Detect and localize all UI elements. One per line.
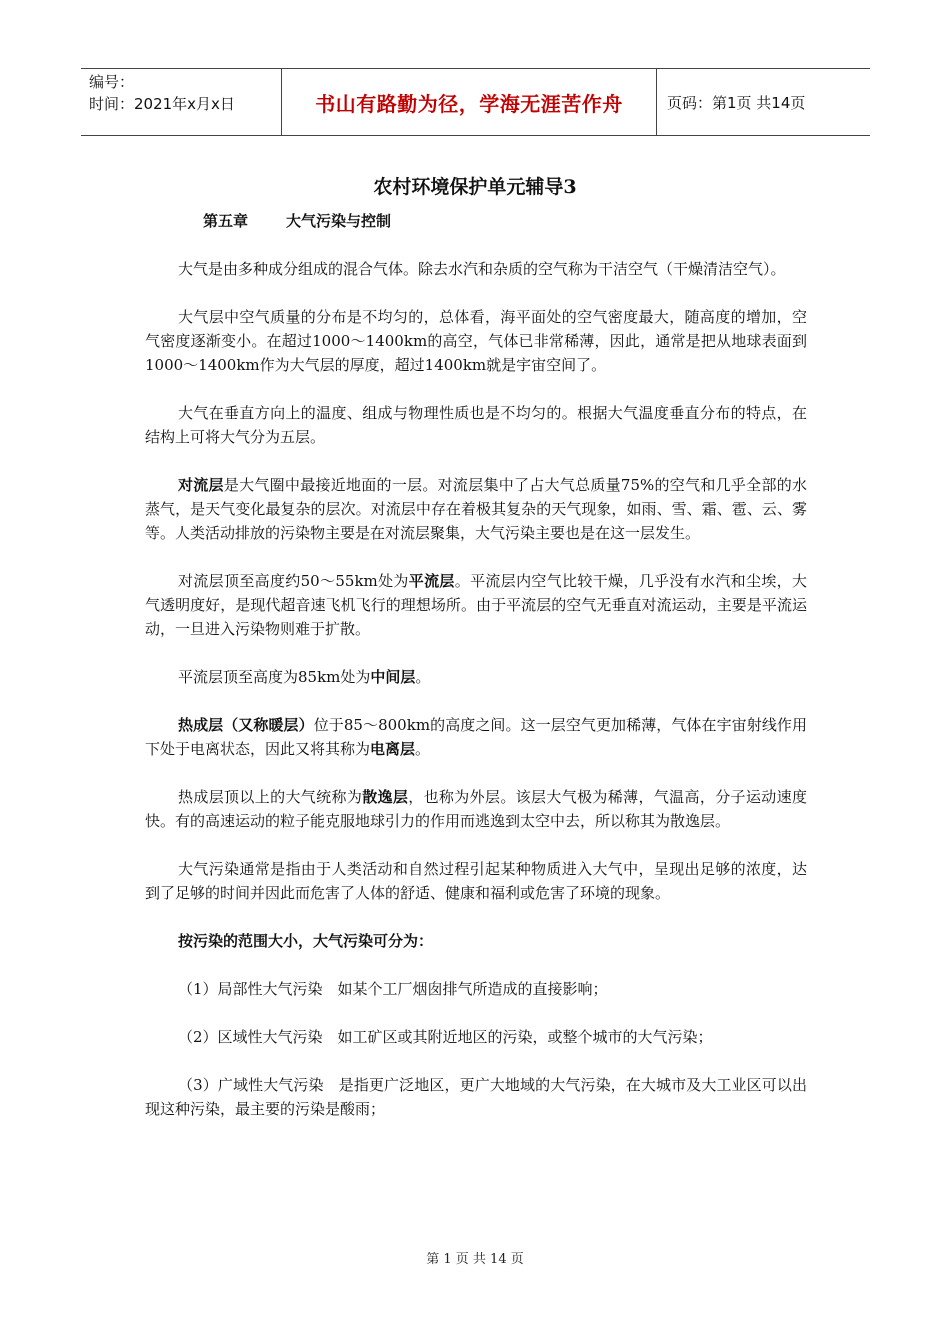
list-item: （1）局部性大气污染 如某个工厂烟囱排气所造成的直接影响；: [178, 980, 608, 998]
header-motto: 书山有路勤为径，学海无涯苦作舟: [281, 69, 657, 135]
term-thermosphere: 热成层（又称暖层）: [178, 716, 314, 734]
term-exosphere: 散逸层: [362, 788, 409, 806]
chapter-number: 第五章: [203, 212, 249, 230]
paragraph: 热成层顶以上的大气统称为散逸层，也称为外层。该层大气极为稀薄，气温高，分子运动速度快。有的高速运动的粒子能克服地球引力的作用而逃逸到太空中去，所以称其为散逸层。: [145, 788, 807, 830]
time-label: 时间：2021年x月x日: [89, 95, 235, 113]
header-page-label: 页码：第1页 共14页: [667, 93, 806, 112]
number-label: 编号：: [89, 73, 135, 91]
paragraph: 大气层中空气质量的分布是不均匀的，总体看，海平面处的空气密度最大，随高度的增加，空气密度逐渐变小。在超过1000～1400km的高空，气体已非常稀薄，因此，通常是把从地球表面到1000～1400km作为大气层的厚度，超过1400km就是宇宙空间了。: [145, 308, 807, 374]
paragraph: 大气污染通常是指由于人类活动和自然过程引起某种物质进入大气中，呈现出足够的浓度，达到了足够的时间并因此而危害了人体的舒适、健康和福利或危害了环境的现象。: [145, 860, 807, 902]
chapter-title: 大气污染与控制: [286, 212, 392, 230]
term-troposphere: 对流层: [178, 476, 224, 494]
paragraph: 大气在垂直方向上的温度、组成与物理性质也是不均匀的。根据大气温度垂直分布的特点，在结构上可将大气分为五层。: [145, 404, 807, 446]
paragraph: 对流层顶至高度约50～55km处为平流层。平流层内空气比较干燥，几乎没有水汽和尘埃，大气透明度好，是现代超音速飞机飞行的理想场所。由于平流层的空气无垂直对流运动，主要是平流运动，一旦进入污染物则难于扩散。: [145, 572, 807, 638]
document-title: 农村环境保护单元辅导3: [373, 176, 577, 198]
term-stratosphere: 平流层: [408, 572, 455, 590]
list-item: （3）广域性大气污染 是指更广泛地区，更广大地域的大气污染，在大城市及大工业区可以出现这种污染，最主要的污染是酸雨；: [145, 1076, 807, 1118]
paragraph: 对流层是大气圈中最接近地面的一层。对流层集中了占大气总质量75%的空气和几乎全部的水蒸气，是天气变化最复杂的层次。对流层中存在着极其复杂的天气现象，如雨、雪、霜、雹、云、雾等。人类活动排放的污染物主要是在对流层聚集，大气污染主要也是在这一层发生。: [145, 476, 807, 542]
term-ionosphere: 电离层: [370, 740, 416, 758]
paragraph: 大气是由多种成分组成的混合气体。除去水汽和杂质的空气称为干洁空气（干燥清洁空气）。: [178, 260, 786, 278]
list-item: （2）区域性大气污染 如工矿区或其附近地区的污染，或整个城市的大气污染；: [178, 1028, 713, 1046]
section-heading: 按污染的范围大小，大气污染可分为：: [178, 932, 434, 950]
paragraph: 平流层顶至高度为85km处为中间层。: [178, 668, 431, 686]
chapter-heading: [203, 210, 391, 231]
body-text: [145, 257, 807, 1145]
page-footer: 第 1 页 共 14 页: [426, 1252, 524, 1267]
header-meta: [81, 69, 281, 135]
paragraph: 热成层（又称暖层）位于85～800km的高度之间。这一层空气更加稀薄，气体在宇宙射线作用下处于电离状态，因此又将其称为电离层。: [145, 716, 807, 758]
term-mesosphere: 中间层: [370, 668, 416, 686]
document-header: [81, 68, 870, 136]
